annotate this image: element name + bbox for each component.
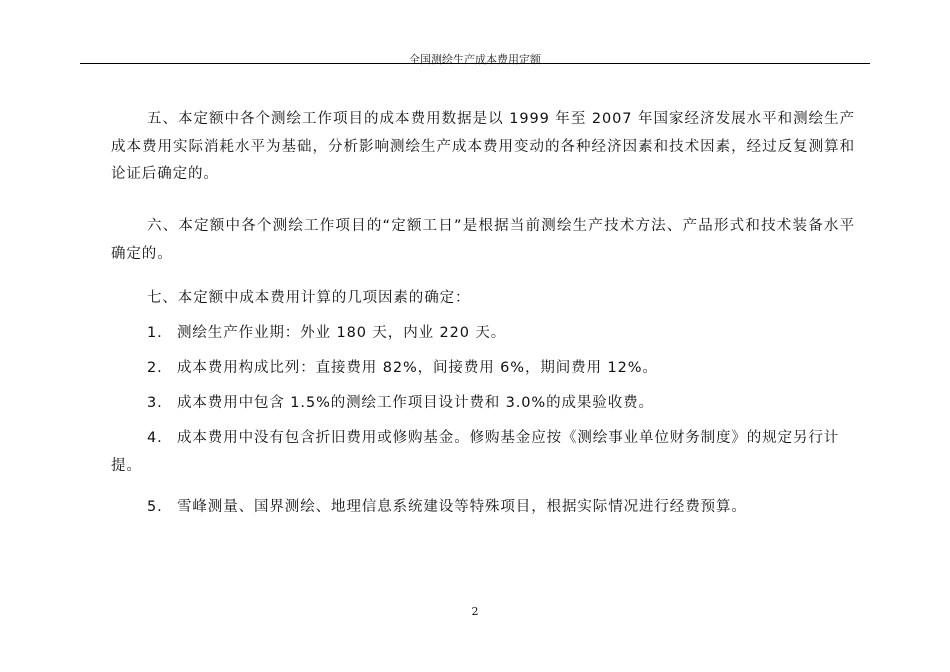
- list-item: 1. 测绘生产作业期：外业 180 天，内业 220 天。: [147, 325, 507, 341]
- list-item-text: 雪峰测量、国界测绘、地理信息系统建设等特殊项目，根据实际情况进行经费预算。: [177, 499, 747, 515]
- paragraph-5: 五、本定额中各个测绘工作项目的成本费用数据是以 1999 年至 2007 年国家经济发展水平和测绘生产成本费用实际消耗水平为基础，分析影响测绘生产成本费用变动的各种经济因素和技术因素，经过反复测算和论证后确定的。: [111, 111, 855, 182]
- page-number: 2: [471, 605, 479, 618]
- list-item: 2. 成本费用构成比列：直接费用 82%，间接费用 6%，期间费用 12%。: [147, 360, 658, 376]
- paragraph-6: 六、本定额中各个测绘工作项目的“定额工日”是根据当前测绘生产技术方法、产品形式和技术装备水平确定的。: [111, 218, 855, 262]
- list-item-text: 成本费用中包含 1.5%的测绘工作项目设计费和 3.0%的成果验收费。: [177, 395, 654, 411]
- list-item-text: 成本费用构成比列：直接费用 82%，间接费用 6%，期间费用 12%。: [177, 360, 658, 376]
- list-item: 4. 成本费用中没有包含折旧费用或修购基金。修购基金应按《测绘事业单位财务制度》的规定另行计提。: [111, 430, 840, 474]
- list-item: 5. 雪峰测量、国界测绘、地理信息系统建设等特殊项目，根据实际情况进行经费预算。: [147, 499, 747, 515]
- header-divider: [80, 63, 870, 64]
- list-item-text: 测绘生产作业期：外业 180 天，内业 220 天。: [177, 325, 507, 341]
- list-item: 3. 成本费用中包含 1.5%的测绘工作项目设计费和 3.0%的成果验收费。: [147, 395, 654, 411]
- paragraph-7: 七、本定额中成本费用计算的几项因素的确定：: [147, 290, 471, 306]
- list-item-text: 成本费用中没有包含折旧费用或修购基金。修购基金应按《测绘事业单位财务制度》的规定另行计提。: [111, 430, 840, 474]
- running-header: 全国测绘生产成本费用定额: [409, 53, 541, 66]
